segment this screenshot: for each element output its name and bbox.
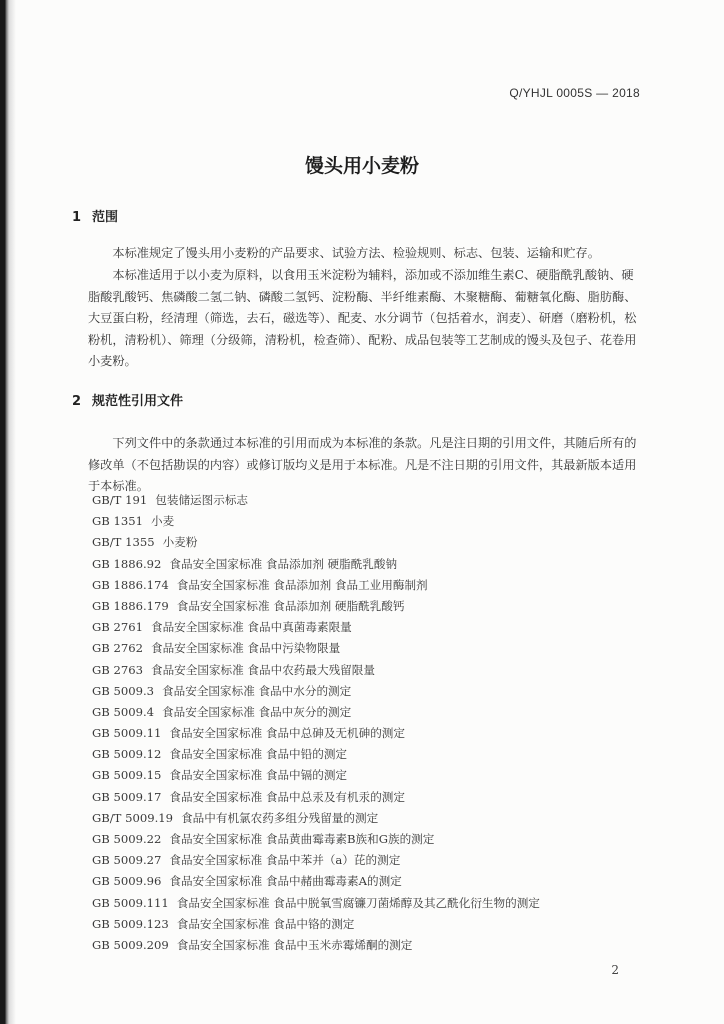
reference-title: 食品安全国家标准 食品添加剂 硬脂酰乳酸钠 — [169, 556, 398, 571]
reference-title: 食品安全国家标准 食品黄曲霉毒素B族和G族的测定 — [169, 832, 435, 846]
reference-item — [92, 681, 652, 702]
reference-title: 食品安全国家标准 食品中灰分的测定 — [162, 704, 352, 719]
reference-code: GB 2763 — [92, 662, 143, 677]
reference-code: GB 5009.12 — [92, 747, 162, 762]
reference-item — [92, 914, 652, 935]
reference-item — [92, 893, 652, 914]
references-intro-paragraph: 下列文件中的条款通过本标准的引用而成为本标准的条款。凡是注日期的引用文件，其随后所有的修改单（不包括勘误的内容）或修订版均义是用于本标准。凡是不注日期的引用文件，其最新版本适用于本标准。 — [88, 436, 637, 493]
reference-title: 小麦 — [150, 514, 175, 529]
reference-code: GB 1886.92 — [92, 556, 162, 571]
reference-code: GB 5009.22 — [92, 832, 162, 846]
reference-code: GB 5009.17 — [92, 789, 162, 804]
reference-item — [92, 723, 652, 744]
page-number: 2 — [611, 963, 619, 977]
reference-code: GB 1886.174 — [92, 577, 169, 592]
reference-title: 食品安全国家标准 食品中铅的测定 — [169, 747, 348, 762]
reference-title: 食品安全国家标准 食品中铬的测定 — [176, 916, 355, 931]
reference-code: GB 5009.96 — [92, 874, 162, 889]
reference-code: GB 5009.15 — [92, 768, 162, 783]
document-title: 馒头用小麦粉 — [304, 155, 419, 177]
reference-title: 食品安全国家标准 食品中总砷及无机砷的测定 — [169, 726, 405, 741]
reference-title: 食品安全国家标准 食品中脱氧雪腐镰刀菌烯醇及其乙酰化衍生物的测定 — [176, 895, 540, 910]
reference-code: GB 2761 — [92, 620, 143, 635]
reference-code: GB 1886.179 — [92, 598, 169, 613]
reference-title: 食品安全国家标准 食品中农药最大残留限量 — [150, 662, 375, 677]
reference-item — [92, 765, 652, 786]
reference-list — [92, 490, 652, 956]
reference-item — [92, 490, 652, 511]
reference-code: GB 5009.4 — [92, 704, 155, 719]
reference-item — [92, 532, 652, 553]
reference-title: 食品安全国家标准 食品中总汞及有机汞的测定 — [169, 789, 405, 804]
reference-code: GB/T 191 — [92, 493, 148, 507]
reference-title: 食品中有机氯农药多组分残留量的测定 — [181, 810, 379, 825]
reference-title: 食品安全国家标准 食品中赭曲霉毒素A的测定 — [169, 874, 402, 889]
reference-item — [92, 511, 652, 532]
section-number: 1 — [72, 210, 82, 225]
reference-item — [92, 829, 652, 850]
reference-title: 食品安全国家标准 食品添加剂 硬脂酰乳酸钙 — [176, 598, 405, 613]
reference-item — [92, 744, 652, 765]
reference-item — [92, 638, 652, 659]
reference-code: GB 5009.123 — [92, 916, 169, 931]
reference-title: 食品安全国家标准 食品中污染物限量 — [150, 641, 341, 656]
section-title: 规范性引用文件 — [92, 394, 184, 409]
standard-id: Q/YHJL 0005S — 2018 — [509, 86, 640, 100]
reference-code: GB 5009.27 — [92, 853, 162, 868]
reference-code: GB 5009.3 — [92, 683, 155, 698]
reference-item — [92, 808, 652, 829]
reference-title: 食品安全国家标准 食品中水分的测定 — [162, 683, 352, 698]
reference-title: 包装储运图示标志 — [155, 493, 249, 507]
section-title: 范围 — [92, 210, 119, 225]
reference-item — [92, 787, 652, 808]
reference-title: 食品安全国家标准 食品添加剂 食品工业用酶制剂 — [176, 577, 428, 592]
reference-title: 食品安全国家标准 食品中镉的测定 — [169, 768, 348, 783]
reference-code: GB 5009.111 — [92, 895, 169, 910]
reference-code: GB 1351 — [92, 514, 143, 529]
reference-title: 小麦粉 — [162, 535, 198, 550]
reference-code: GB 5009.11 — [92, 726, 162, 741]
reference-item — [92, 702, 652, 723]
reference-item — [92, 596, 652, 617]
reference-item — [92, 850, 652, 871]
reference-code: GB/T 1355 — [92, 535, 155, 550]
section-number: 2 — [72, 394, 82, 409]
reference-item — [92, 617, 652, 638]
scope-paragraph-2: 本标准适用于以小麦为原料，以食用玉米淀粉为辅料，添加或不添加维生素C、硬脂酰乳酸钠、硬脂酸乳酸钙、焦磷酸二氢二钠、磷酸二氢钙、淀粉酶、半纤维素酶、木聚糖酶、葡糖氧化酶、脂肪酶、大豆蛋白粉，经清理（筛选，去石，磁选等）、配麦、水分调节（包括着水，润麦）、研磨（磨粉机，松粉机，清粉机）、筛理（分级筛，清粉机，检查筛）、配粉、成品包装等工艺制成的馒头及包子、花卷用小麦粉。 — [88, 268, 637, 368]
reference-title: 食品安全国家标准 食品中玉米赤霉烯酮的测定 — [176, 937, 413, 952]
reference-item — [92, 660, 652, 681]
reference-code: GB/T 5009.19 — [92, 810, 174, 825]
scope-paragraph-1: 本标准规定了馒头用小麦粉的产品要求、试验方法、检验规则、标志、包装、运输和贮存。 — [112, 246, 600, 260]
reference-item — [92, 935, 652, 956]
reference-code: GB 5009.209 — [92, 937, 169, 952]
section-heading-scope — [72, 206, 118, 225]
reference-item — [92, 871, 652, 892]
reference-title: 食品安全国家标准 食品中真菌毒素限量 — [150, 620, 352, 635]
reference-code: GB 2762 — [92, 641, 143, 656]
reference-item — [92, 554, 652, 575]
reference-title: 食品安全国家标准 食品中苯并（a）芘的测定 — [169, 853, 401, 868]
reference-item — [92, 575, 652, 596]
section-heading-normative-references — [72, 390, 183, 409]
